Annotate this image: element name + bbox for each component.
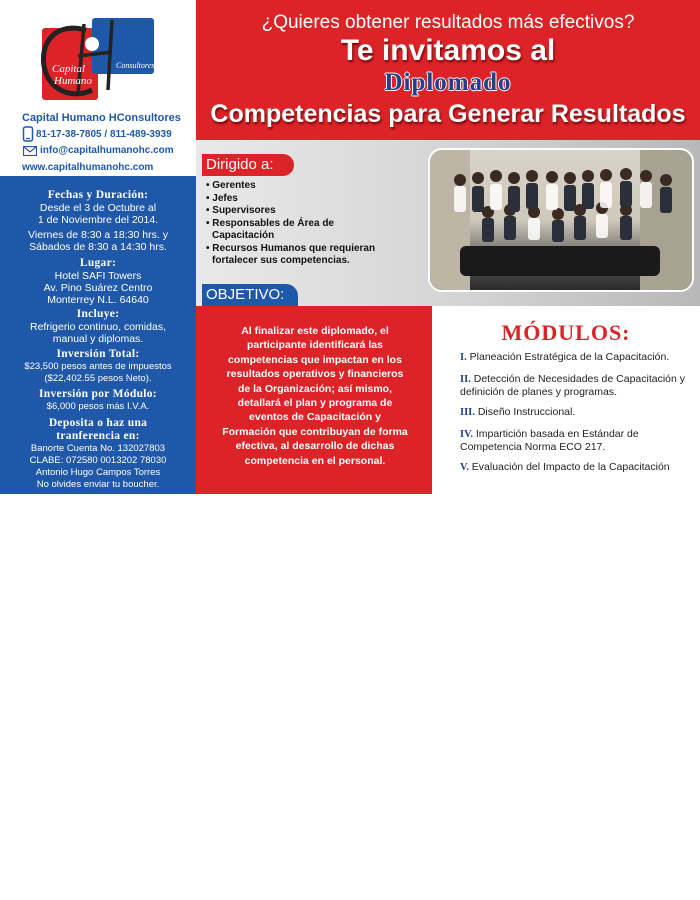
info-panel (0, 176, 196, 494)
objetivo-label: OBJETIVO: (202, 284, 298, 306)
deposita-title: tranferencia en: (56, 430, 140, 442)
deposita-line: CLABE: 072580 0013202 78030 (29, 455, 167, 466)
audience-item: • Recursos Humanos que requieran fortalecer sus competencias. (206, 242, 376, 266)
modulos-panel (432, 306, 700, 494)
fechas-title: Fechas y Duración: (47, 189, 149, 201)
modulo-item: IV. Impartición basada en Estándar de Competencia Norma ECO 217. (460, 428, 639, 453)
header-invite: Te invitamos al (340, 34, 556, 67)
email-link[interactable]: info@capitalhumanohc.com (40, 145, 174, 156)
audience-item: • Supervisores (206, 205, 276, 216)
modulo-item: V. Evaluación del Impacto de la Capacitación (460, 461, 670, 473)
horario-line: Sábados de 8:30 a 14:30 hrs. (29, 241, 167, 253)
deposita-title: Deposita o haz una (48, 417, 148, 429)
header-title: Competencias para Generar Resultados (210, 100, 686, 128)
fechas-line: 1 de Noviembre del 2014. (37, 214, 159, 226)
modulo-item: II. Detección de Necesidades de Capacitación y definición de planes y programas. (460, 373, 686, 398)
modulo-price-line: $6,000 pesos más I.V.A. (46, 401, 150, 412)
dirigido-label: Dirigido a: (202, 154, 294, 176)
incluye-title: Incluye: (76, 308, 120, 320)
inversion-line: $23,500 pesos antes de impuestos (24, 361, 172, 372)
modulo-price-title: Inversión por Módulo: (39, 388, 157, 400)
audience-band (196, 140, 700, 306)
svg-text:Consultores: Consultores (116, 61, 155, 70)
audience-item: • Responsables de Área de Capacitación (206, 217, 334, 241)
contact-panel (0, 110, 196, 176)
deposita-line: No olvides enviar tu boucher. (36, 479, 160, 490)
header-banner (196, 0, 700, 140)
lugar-line: Av. Pino Suárez Centro (43, 282, 153, 294)
header-diplomado: Diplomado (384, 69, 512, 96)
lugar-line: Hotel SAFI Towers (54, 270, 142, 282)
modulos-title: MÓDULOS: (501, 320, 631, 345)
group-photo (428, 148, 694, 292)
deposita-line: Antonio Hugo Campos Torres (35, 467, 161, 478)
svg-text:Humano: Humano (54, 75, 92, 87)
company-logo (28, 10, 168, 106)
incluye-line: Refrigerio continuo, comidas, (30, 321, 166, 333)
header-question: ¿Quieres obtener resultados más efectivos? (261, 12, 635, 33)
logo-panel (0, 0, 196, 110)
objetivo-text: Al finalizar este diplomado, el participante identificará las competencias que impactan en los resultados operativos y financieros de la Organización; así mismo, detallará el plan y programa de eventos de Capacitación y Formación que contribuyan de forma efectiva, al desarrollo de dichas competencia en el personal. (222, 325, 408, 467)
lugar-line: Monterrey N.L. 64640 (47, 294, 149, 306)
incluye-line: manual y diplomas. (52, 333, 144, 345)
lugar-title: Lugar: (79, 257, 117, 269)
company-name: Capital Humano HConsultores (22, 112, 181, 124)
phone-icon (22, 126, 34, 142)
deposita-line: Banorte Cuenta No. 132027803 (30, 443, 166, 454)
modulo-item: III. Diseño Instruccional. (460, 406, 576, 418)
svg-text:Capital: Capital (52, 63, 86, 75)
fechas-line: Desde el 3 de Octubre al (39, 202, 157, 214)
website-link[interactable]: www.capitalhumanohc.com (22, 162, 154, 173)
modulo-item: I. Planeación Estratégica de la Capacitación. (460, 351, 670, 363)
group-photo-people (430, 150, 692, 290)
horario-line: Viernes de 8:30 a 18:30 hrs. y (28, 229, 168, 241)
mail-icon (23, 146, 37, 156)
inversion-title: Inversión Total: (56, 348, 140, 360)
inversion-line: ($22,402.55 pesos Neto). (44, 373, 152, 384)
phone-numbers[interactable]: 81-17-38-7805 / 811-489-3939 (36, 129, 172, 140)
objetivo-panel (196, 306, 432, 494)
audience-item: • Jefes (206, 192, 238, 204)
audience-item: • Gerentes (206, 180, 256, 191)
audience-list (196, 180, 394, 268)
